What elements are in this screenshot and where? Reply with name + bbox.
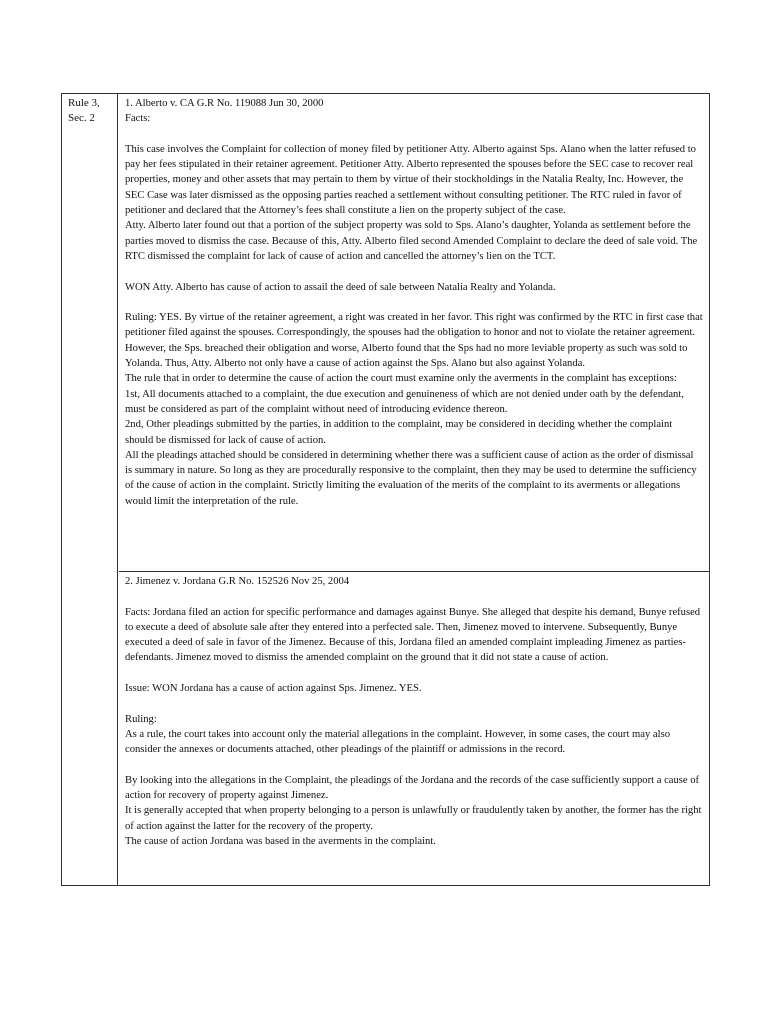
ruling-paragraph: 1st, All documents attached to a complaint, the due execution and genuineness of which are not denied under oath by the defendant, must be considered as part of the complaint without need of introducing evidence thereon.	[125, 388, 684, 415]
ruling-paragraph: As a rule, the court takes into account only the material allegations in the complaint. However, in some cases, the court may also consider the annexes or documents attached, other pleadings of the plaintiff or admissions in the record.	[125, 728, 670, 756]
ruling-paragraph: The cause of action Jordana was based in the averments in the complaint.	[125, 836, 436, 848]
facts-paragraph: Atty. Alberto later found out that a portion of the subject property was sold to Sps. Alano’s daughter, Yolanda as settlement before the parties moved to dismiss the case. Because of this, Atty. Alberto filed second Amended Complaint to declare the deed of sale void. The RTC dismissed the complaint for lack of cause of action and cancelled the attorney’s lien on the TCT.	[125, 220, 698, 262]
case-title: 2. Jimenez v. Jordana G.R No. 152526 Nov 25, 2004	[125, 576, 350, 587]
case-cell-jimenez	[119, 572, 709, 885]
case-digest-table	[61, 93, 710, 886]
ruling-paragraph: All the pleadings attached should be considered in determining whether there was a sufficient cause of action as the order of dismissal is summary in nature. So long as they are procedurally responsive to the complaint, then they may be used to determine the sufficiency of the cause of action in the complaint. Strictly limiting the evaluation of the merits of the complaint to its averments or allegations would limit the interpretation of the rule.	[125, 449, 697, 507]
ruling-paragraph: 2nd, Other pleadings submitted by the parties, in addition to the complaint, may be considered in deciding whether the complaint should be dismissed for lack of cause of action.	[125, 419, 673, 446]
facts-paragraph: This case involves the Complaint for collection of money filed by petitioner Atty. Alberto against Sps. Alano when the latter refused to pay her fees stipulated in their retainer agreement. Petitioner Atty. Alberto represented the spouses before the SEC case to recover real properties, money and other assets that may pertain to them by virtue of their stockholdings in the Natalia Realty, Inc. However, the SEC Case was later dismissed as the opposing parties reached a settlement without consulting petitioner. The RTC ruled in favor of petitioner and declared that the Attorney’s fees shall constitute a lien on the property subject of the case.	[125, 143, 696, 217]
ruling-paragraph: By looking into the allegations in the Complaint, the pleadings of the Jordana and the records of the case sufficiently support a cause of action for recovery of property against Jimenez.	[125, 774, 700, 802]
rule-label: Rule 3, Sec. 2	[68, 97, 100, 124]
ruling-label: Ruling:	[125, 713, 157, 725]
issue-paragraph: WON Atty. Alberto has cause of action to assail the deed of sale between Natalia Realty and Yolanda.	[125, 281, 556, 293]
facts-label: Facts:	[125, 113, 151, 125]
ruling-paragraph: The rule that in order to determine the cause of action the court must examine only the averments in the complaint has exceptions:	[125, 373, 677, 385]
case-cell-alberto	[119, 94, 709, 572]
rule-column	[62, 94, 118, 885]
facts-paragraph: Facts: Jordana filed an action for specific performance and damages against Bunye. She alleged that despite his demand, Bunye refused to execute a deed of absolute sale after they entered into a perfected sale. Then, Jimenez moved to intervene. Subsequently, Bunye executed a deed of sale in favor of the Jimenez. Because of this, Jordana filed an amended complaint impleading Jimenez as parties-defendants. Jimenez moved to dismiss the amended complaint on the ground that it did not state a cause of action.	[125, 606, 701, 664]
ruling-paragraph: Ruling: YES. By virtue of the retainer agreement, a right was created in her favor. This right was confirmed by the RTC in first case that petitioner filed against the spouses. Correspondingly, the spouses had the obligation to honor and not to violate the retainer agreement. However, the Sps. breached their obligation and worse, Alberto found that the Sps had no more leviable property as such was sold to Yolanda. Thus, Atty. Alberto not only have a cause of action against the Sps. Alano but also against Yolanda.	[125, 312, 703, 370]
case-title: 1. Alberto v. CA G.R No. 119088 Jun 30, 2000	[125, 98, 324, 109]
ruling-paragraph: It is generally accepted that when property belonging to a person is unlawfully or fraudulently taken by another, the former has the right of action against the latter for the recovery of the property.	[125, 805, 702, 832]
issue-paragraph: Issue: WON Jordana has a cause of action against Sps. Jimenez. YES.	[125, 683, 422, 695]
